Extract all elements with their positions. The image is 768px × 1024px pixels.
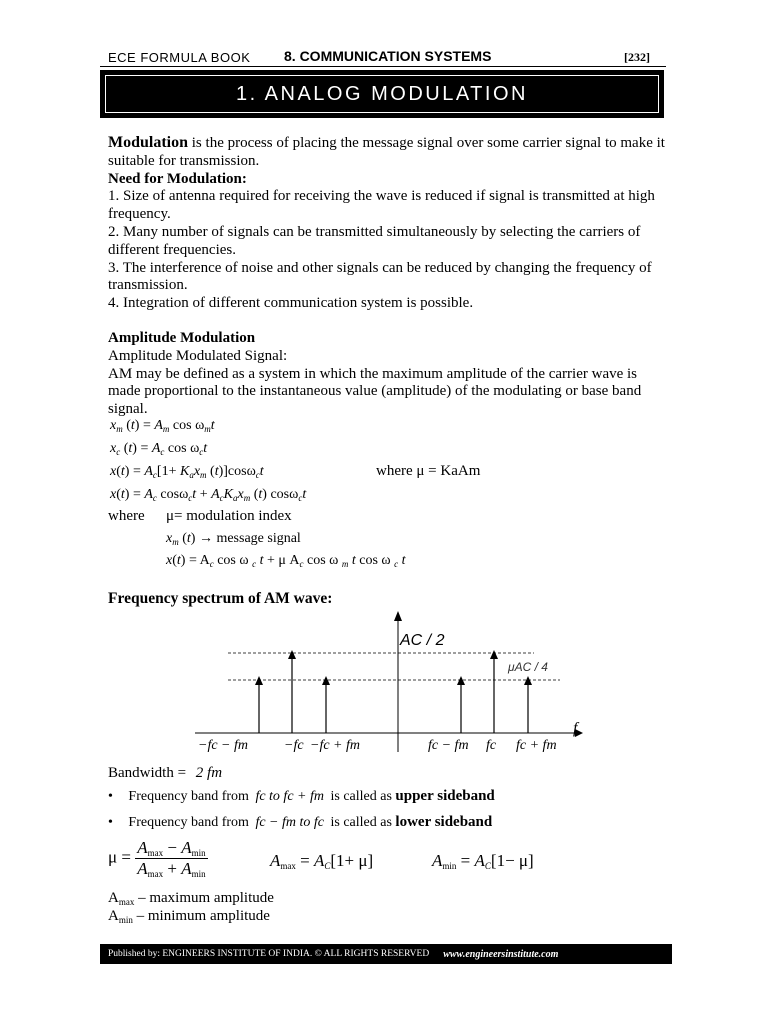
amax-formula: $A_{max} = A_C[1+ \mu]$ xyxy=(270,851,374,871)
tick-neg-carrier: −fc xyxy=(284,738,304,753)
eq-message: $x_m$ $(t) = A_m$ $\cos \omega_mt$ xyxy=(110,418,215,434)
impulse-pos-usb-arrow xyxy=(524,676,532,685)
eq-am-1: $x(t) = A_c[1+ K_ax_m$ (t)]cosω$_c$t xyxy=(110,464,264,480)
amin-def: $A_{min}$ – minimum amplitude xyxy=(108,907,270,925)
tick-pos-carrier: fc xyxy=(486,738,497,753)
section-title-box xyxy=(100,70,664,118)
mu-description: μ= modulation index xyxy=(166,508,292,524)
need-item-2: 2. Many number of signals can be transmitted simultaneously by selecting the carriers of different frequencies. xyxy=(108,223,641,258)
amin-formula: $A_{min} = A_C[1- \mu]$ xyxy=(432,851,534,871)
impulse-pos-lsb-arrow xyxy=(457,676,465,685)
upper-sideband-item: • Frequency band from fc to fc + fm is called as upper sideband xyxy=(108,788,495,804)
spectrum-diagram xyxy=(190,605,590,765)
spectrum-heading: Frequency spectrum of AM wave: xyxy=(108,590,333,607)
bullet-icon: • xyxy=(108,815,113,830)
bandwidth-label: Bandwidth = xyxy=(108,765,187,781)
need-heading: Need for Modulation: xyxy=(108,170,247,187)
axis-f-label: f xyxy=(573,720,578,737)
mu-formula: μ = $\frac{A_{max} - A_{min}}{A_{max} + A_{min}}$ xyxy=(108,838,206,879)
need-item-4: 4. Integration of different communication system is possible. xyxy=(108,295,474,312)
impulse-pos-carrier-arrow xyxy=(490,650,498,659)
am-definition: AM may be defined as a system in which the maximum amplitude of the carrier wave is made proportional to the instantaneous value (amplitude) of the modulating or base band signal. xyxy=(108,365,642,418)
eq-carrier: $x_c$ $(t) = A_c$ $\cos \omega_ct$ xyxy=(110,441,208,457)
tick-neg-usb: −fc + fm xyxy=(310,738,360,753)
impulse-neg-usb-arrow xyxy=(322,676,330,685)
need-item-3: 3. The interference of noise and other signals can be reduced by changing the frequency of transmission. xyxy=(108,259,652,294)
tick-neg-lsb: −fc − fm xyxy=(198,738,248,753)
axis-arrow-up xyxy=(394,611,402,621)
section-title: 1. ANALOG MODULATION xyxy=(236,82,528,105)
tick-pos-usb: fc + fm xyxy=(516,738,557,753)
lower-sideband-term: lower sideband xyxy=(395,814,493,830)
book-title: ECE FORMULA BOOK xyxy=(108,50,251,65)
bullet-icon: • xyxy=(108,789,113,804)
carrier-amplitude-label: AC / 2 xyxy=(400,632,445,649)
publisher-text: Published by: ENGINEERS INSTITUTE OF INDIA. © ALL RIGHTS RESERVED xyxy=(108,949,430,959)
modulation-term: Modulation xyxy=(108,134,189,151)
upper-sideband-term: upper sideband xyxy=(395,788,495,804)
eq-where-mu: where μ = KaAm xyxy=(376,463,481,479)
amplitude-defs xyxy=(108,890,668,926)
chapter-title: 8. COMMUNICATION SYSTEMS xyxy=(284,48,492,64)
need-item-1: 1. Size of antenna required for receiving the wave is reduced if signal is transmitted at high frequency. xyxy=(108,188,655,223)
eq-message-desc: $x_m$ (t) → message signal xyxy=(166,531,301,547)
intro-block xyxy=(108,134,668,313)
lower-sideband-item: • Frequency band from fc − fm to fc is called as lower sideband xyxy=(108,814,493,830)
tick-pos-lsb: fc − fm xyxy=(428,738,469,753)
page-number: [232] xyxy=(624,50,650,64)
eq-am-2: $x(t) = A_c$ $\cos\omega_ct + A_cK_ax_m$ (t) cosω$_c$t xyxy=(110,487,307,503)
am-subheading: Amplitude Modulated Signal: xyxy=(108,347,288,364)
header-rule xyxy=(100,66,666,67)
impulse-neg-carrier-arrow xyxy=(288,650,296,659)
impulse-neg-lsb-arrow xyxy=(255,676,263,685)
eq-am-3: $x(t) = A_c$ cos ω $_c$ t + μ $A_c$ cos ω $_m$ t cos ω $_c$ t xyxy=(166,553,406,569)
modulation-definition: Modulation is the process of placing the message signal over some carrier signal to make it suitable for transmission. xyxy=(108,134,665,169)
where-label: where xyxy=(108,508,145,524)
bandwidth-line xyxy=(108,765,222,782)
am-block xyxy=(108,330,668,419)
bandwidth-value: 2 fm xyxy=(195,765,223,781)
page-header xyxy=(108,50,650,66)
amax-def: $A_{max}$ – maximum amplitude xyxy=(108,890,274,907)
website-link[interactable]: www.engineersinstitute.com xyxy=(443,948,559,960)
sideband-amplitude-label: μAC / 4 xyxy=(508,660,548,674)
page-footer xyxy=(100,944,672,964)
am-heading: Amplitude Modulation xyxy=(108,330,256,346)
